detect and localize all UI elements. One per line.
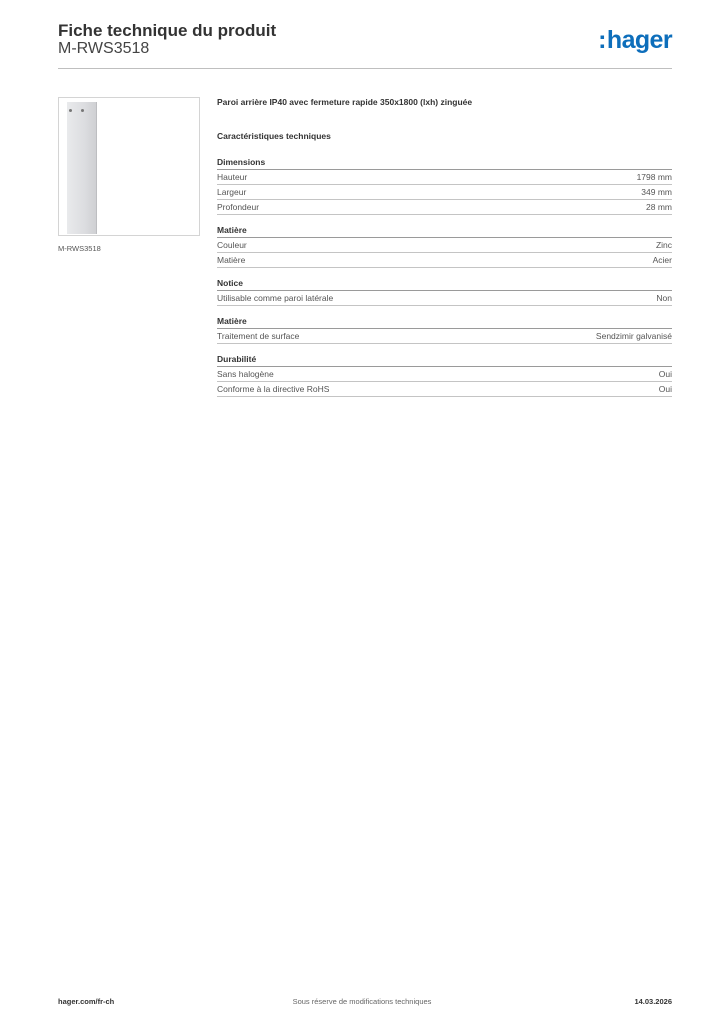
logo-text: hager (606, 26, 672, 54)
product-image (58, 97, 200, 236)
spec-label: Largeur (217, 187, 247, 197)
spec-group (217, 354, 672, 397)
spec-group (217, 157, 672, 215)
spec-row (217, 170, 672, 185)
spec-label: Utilisable comme paroi latérale (217, 293, 334, 303)
footer-website-link[interactable]: hager.com/fr-ch (58, 997, 115, 1006)
group-title: Durabilité (217, 354, 672, 367)
spec-value: Oui (658, 369, 672, 379)
spec-value: Sendzimir galvanisé (595, 331, 672, 341)
product-code: M-RWS3518 (58, 40, 150, 57)
logo-colon-icon: : (598, 26, 606, 54)
footer-disclaimer: Sous réserve de modifications techniques (292, 997, 432, 1006)
spec-row (217, 238, 672, 253)
header-divider (58, 68, 672, 69)
spec-row (217, 329, 672, 344)
group-title: Notice (217, 278, 672, 291)
spec-value: Non (656, 293, 672, 303)
panel-hole-icon (69, 109, 72, 112)
product-description: Paroi arrière IP40 avec fermeture rapide 350x1800 (lxh) zinguée (217, 97, 473, 107)
spec-label: Sans halogène (217, 369, 274, 379)
footer-date: 14.03.2026 (634, 997, 672, 1006)
spec-value: Oui (658, 384, 672, 394)
spec-label: Matière (217, 255, 246, 265)
spec-row (217, 200, 672, 215)
rear-panel-icon (67, 102, 96, 234)
spec-value: Acier (652, 255, 672, 265)
spec-value: Zinc (655, 240, 672, 250)
group-title: Dimensions (217, 157, 672, 170)
spec-row (217, 253, 672, 268)
spec-label: Couleur (217, 240, 247, 250)
spec-label: Conforme à la directive RoHS (217, 384, 330, 394)
group-title: Matière (217, 225, 672, 238)
spec-value: 349 mm (641, 187, 672, 197)
hager-logo[interactable] (598, 28, 672, 53)
spec-label: Profondeur (217, 202, 260, 212)
spec-content (217, 97, 672, 407)
spec-row (217, 382, 672, 397)
spec-label: Traitement de surface (217, 331, 300, 341)
spec-groups (217, 157, 672, 397)
panel-hole-icon (81, 109, 84, 112)
spec-value: 28 mm (646, 202, 672, 212)
page-title: Fiche technique du produit (58, 21, 277, 40)
spec-row (217, 291, 672, 306)
image-caption: M-RWS3518 (58, 244, 101, 253)
spec-group (217, 278, 672, 306)
group-title: Matière (217, 316, 672, 329)
spec-value: 1798 mm (636, 172, 672, 182)
spec-row (217, 185, 672, 200)
spec-row (217, 367, 672, 382)
spec-label: Hauteur (217, 172, 248, 182)
section-title: Caractéristiques techniques (217, 131, 331, 141)
spec-group (217, 225, 672, 268)
spec-group (217, 316, 672, 344)
